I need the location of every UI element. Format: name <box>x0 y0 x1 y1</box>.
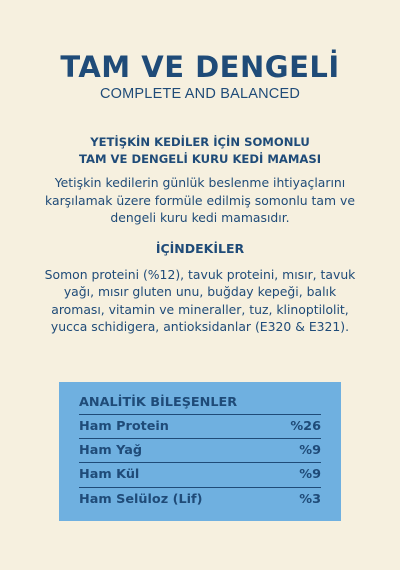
analytic-row <box>79 488 321 513</box>
product-name-line-1: YETİŞKİN KEDİLER İÇİN SOMONLU <box>90 135 310 149</box>
analytic-row-value: %9 <box>299 442 321 458</box>
analytic-constituents-box <box>59 382 341 521</box>
analytic-row-label: Ham Protein <box>79 418 169 434</box>
page-subtitle: COMPLETE AND BALANCED <box>100 86 300 102</box>
analytic-row-value: %3 <box>299 492 321 508</box>
analytic-row-label: Ham Selüloz (Lif) <box>79 492 203 508</box>
analytic-heading: ANALİTİK BİLEŞENLER <box>79 395 238 410</box>
analytic-row-label: Ham Yağ <box>79 442 143 458</box>
ingredients-text: Somon proteini (%12), tavuk proteini, mısır, tavuk yağı, mısır gluten unu, buğday kepeği, balık aroması, vitamin ve mineraller, tuz, klinoptilolit, yucca schidigera, antioksidanlar (E320 & E321). <box>44 267 356 335</box>
page-title: TAM VE DENGELİ <box>60 50 340 84</box>
product-description: Yetişkin kedilerin günlük beslenme ihtiyaçlarını karşılamak üzere formüle edilmiş somonlu tam ve dengeli kuru kedi mamasıdır. <box>45 175 355 225</box>
analytic-row-value: %9 <box>299 467 321 483</box>
analytic-row <box>79 463 321 488</box>
analytic-row <box>79 414 321 439</box>
product-name <box>40 134 360 168</box>
analytic-row-label: Ham Kül <box>79 467 140 483</box>
ingredients-heading: İÇİNDEKİLER <box>155 241 245 256</box>
analytic-row <box>79 439 321 464</box>
analytic-row-value: %26 <box>290 418 321 434</box>
product-name-line-2: TAM VE DENGELİ KURU KEDİ MAMASI <box>78 152 322 166</box>
